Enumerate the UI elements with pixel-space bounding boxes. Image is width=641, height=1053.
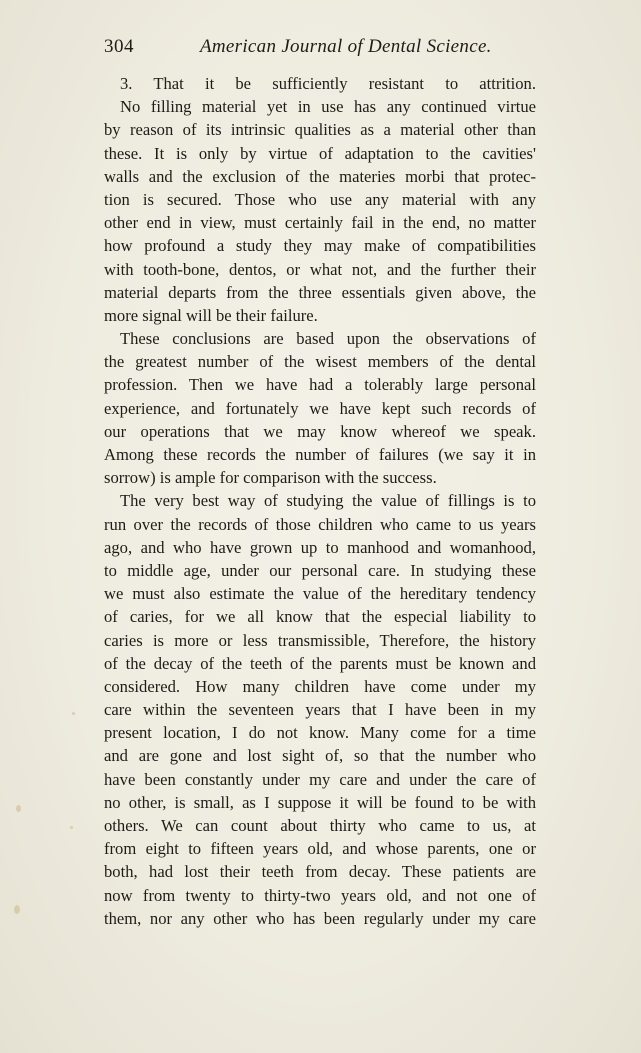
paper-speck (70, 826, 73, 829)
text-line: walls and the exclusion of the materies morbi that protec- (104, 166, 536, 186)
text-line: No filling material yet in use has any continued virtue (120, 97, 536, 117)
text-line: others. We can count about thirty who came to us, at (104, 816, 536, 835)
text-line: and are gone and lost sight of, so that the number who (104, 746, 536, 766)
text-line: have been constantly under my care and under the care of (104, 769, 536, 789)
text-line: material departs from the three essentials given above, the (104, 282, 536, 302)
text-line: more signal will be their failure. (104, 305, 318, 325)
text-line: 3. That it be sufficiently resistant to attrition. (120, 74, 536, 93)
text-line: experience, and fortunately we have kept such records of (104, 398, 536, 418)
text-line: tion is secured. Those who use any material with any (104, 189, 536, 209)
text-line: how profound a study they may make of compatibilities (104, 236, 536, 256)
text-line: present location, I do not know. Many come for a time (104, 723, 536, 743)
text-line: of caries, for we all know that the especial liability to (104, 607, 536, 627)
paper-speck (14, 905, 20, 914)
body-text (104, 72, 536, 930)
text-line: run over the records of those children who came to us years (104, 514, 536, 534)
text-line: These conclusions are based upon the observations of (120, 329, 536, 349)
text-line: caries is more or less transmissible, Therefore, the history (104, 630, 536, 650)
text-line: both, had lost their teeth from decay. These patients are (104, 862, 536, 882)
paper-speck (16, 805, 21, 812)
text-line: with tooth-bone, dentos, or what not, and the further their (104, 259, 536, 279)
text-line: Among these records the number of failures (we say it in (104, 445, 536, 464)
text-line: the greatest number of the wisest members of the dental (104, 352, 536, 372)
text-line: considered. How many children have come under my (104, 676, 536, 696)
page-header (100, 36, 532, 62)
text-line: our operations that we may know whereof we speak. (104, 421, 536, 441)
text-line: to middle age, under our personal care. In studying these (104, 560, 536, 580)
text-line: them, nor any other who has been regularly under my care (104, 908, 536, 928)
text-line: The very best way of studying the value of fillings is to (120, 491, 536, 511)
page-number: 304 (104, 36, 134, 57)
text-line: these. It is only by virtue of adaptation to the cavities' (104, 143, 536, 163)
text-line: ago, and who have grown up to manhood and womanhood, (104, 537, 536, 557)
text-line: by reason of its intrinsic qualities as a material other than (104, 120, 536, 140)
text-line: profession. Then we have had a tolerably large personal (104, 375, 536, 395)
text-line: no other, is small, as I suppose it will be found to be with (104, 792, 536, 812)
paper-speck (72, 712, 75, 715)
text-line: sorrow) is ample for comparison with the success. (104, 468, 437, 488)
text-line: care within the seventeen years that I have been in my (104, 700, 536, 720)
text-line: other end in view, must certainly fail in the end, no matter (104, 213, 536, 233)
running-title: American Journal of Dental Science. (200, 36, 492, 57)
text-line: now from twenty to thirty-two years old, and not one of (104, 885, 536, 905)
text-line: from eight to fifteen years old, and whose parents, one or (104, 839, 536, 859)
text-line: of the decay of the teeth of the parents must be known and (104, 653, 536, 673)
text-line: we must also estimate the value of the hereditary tendency (104, 584, 536, 604)
